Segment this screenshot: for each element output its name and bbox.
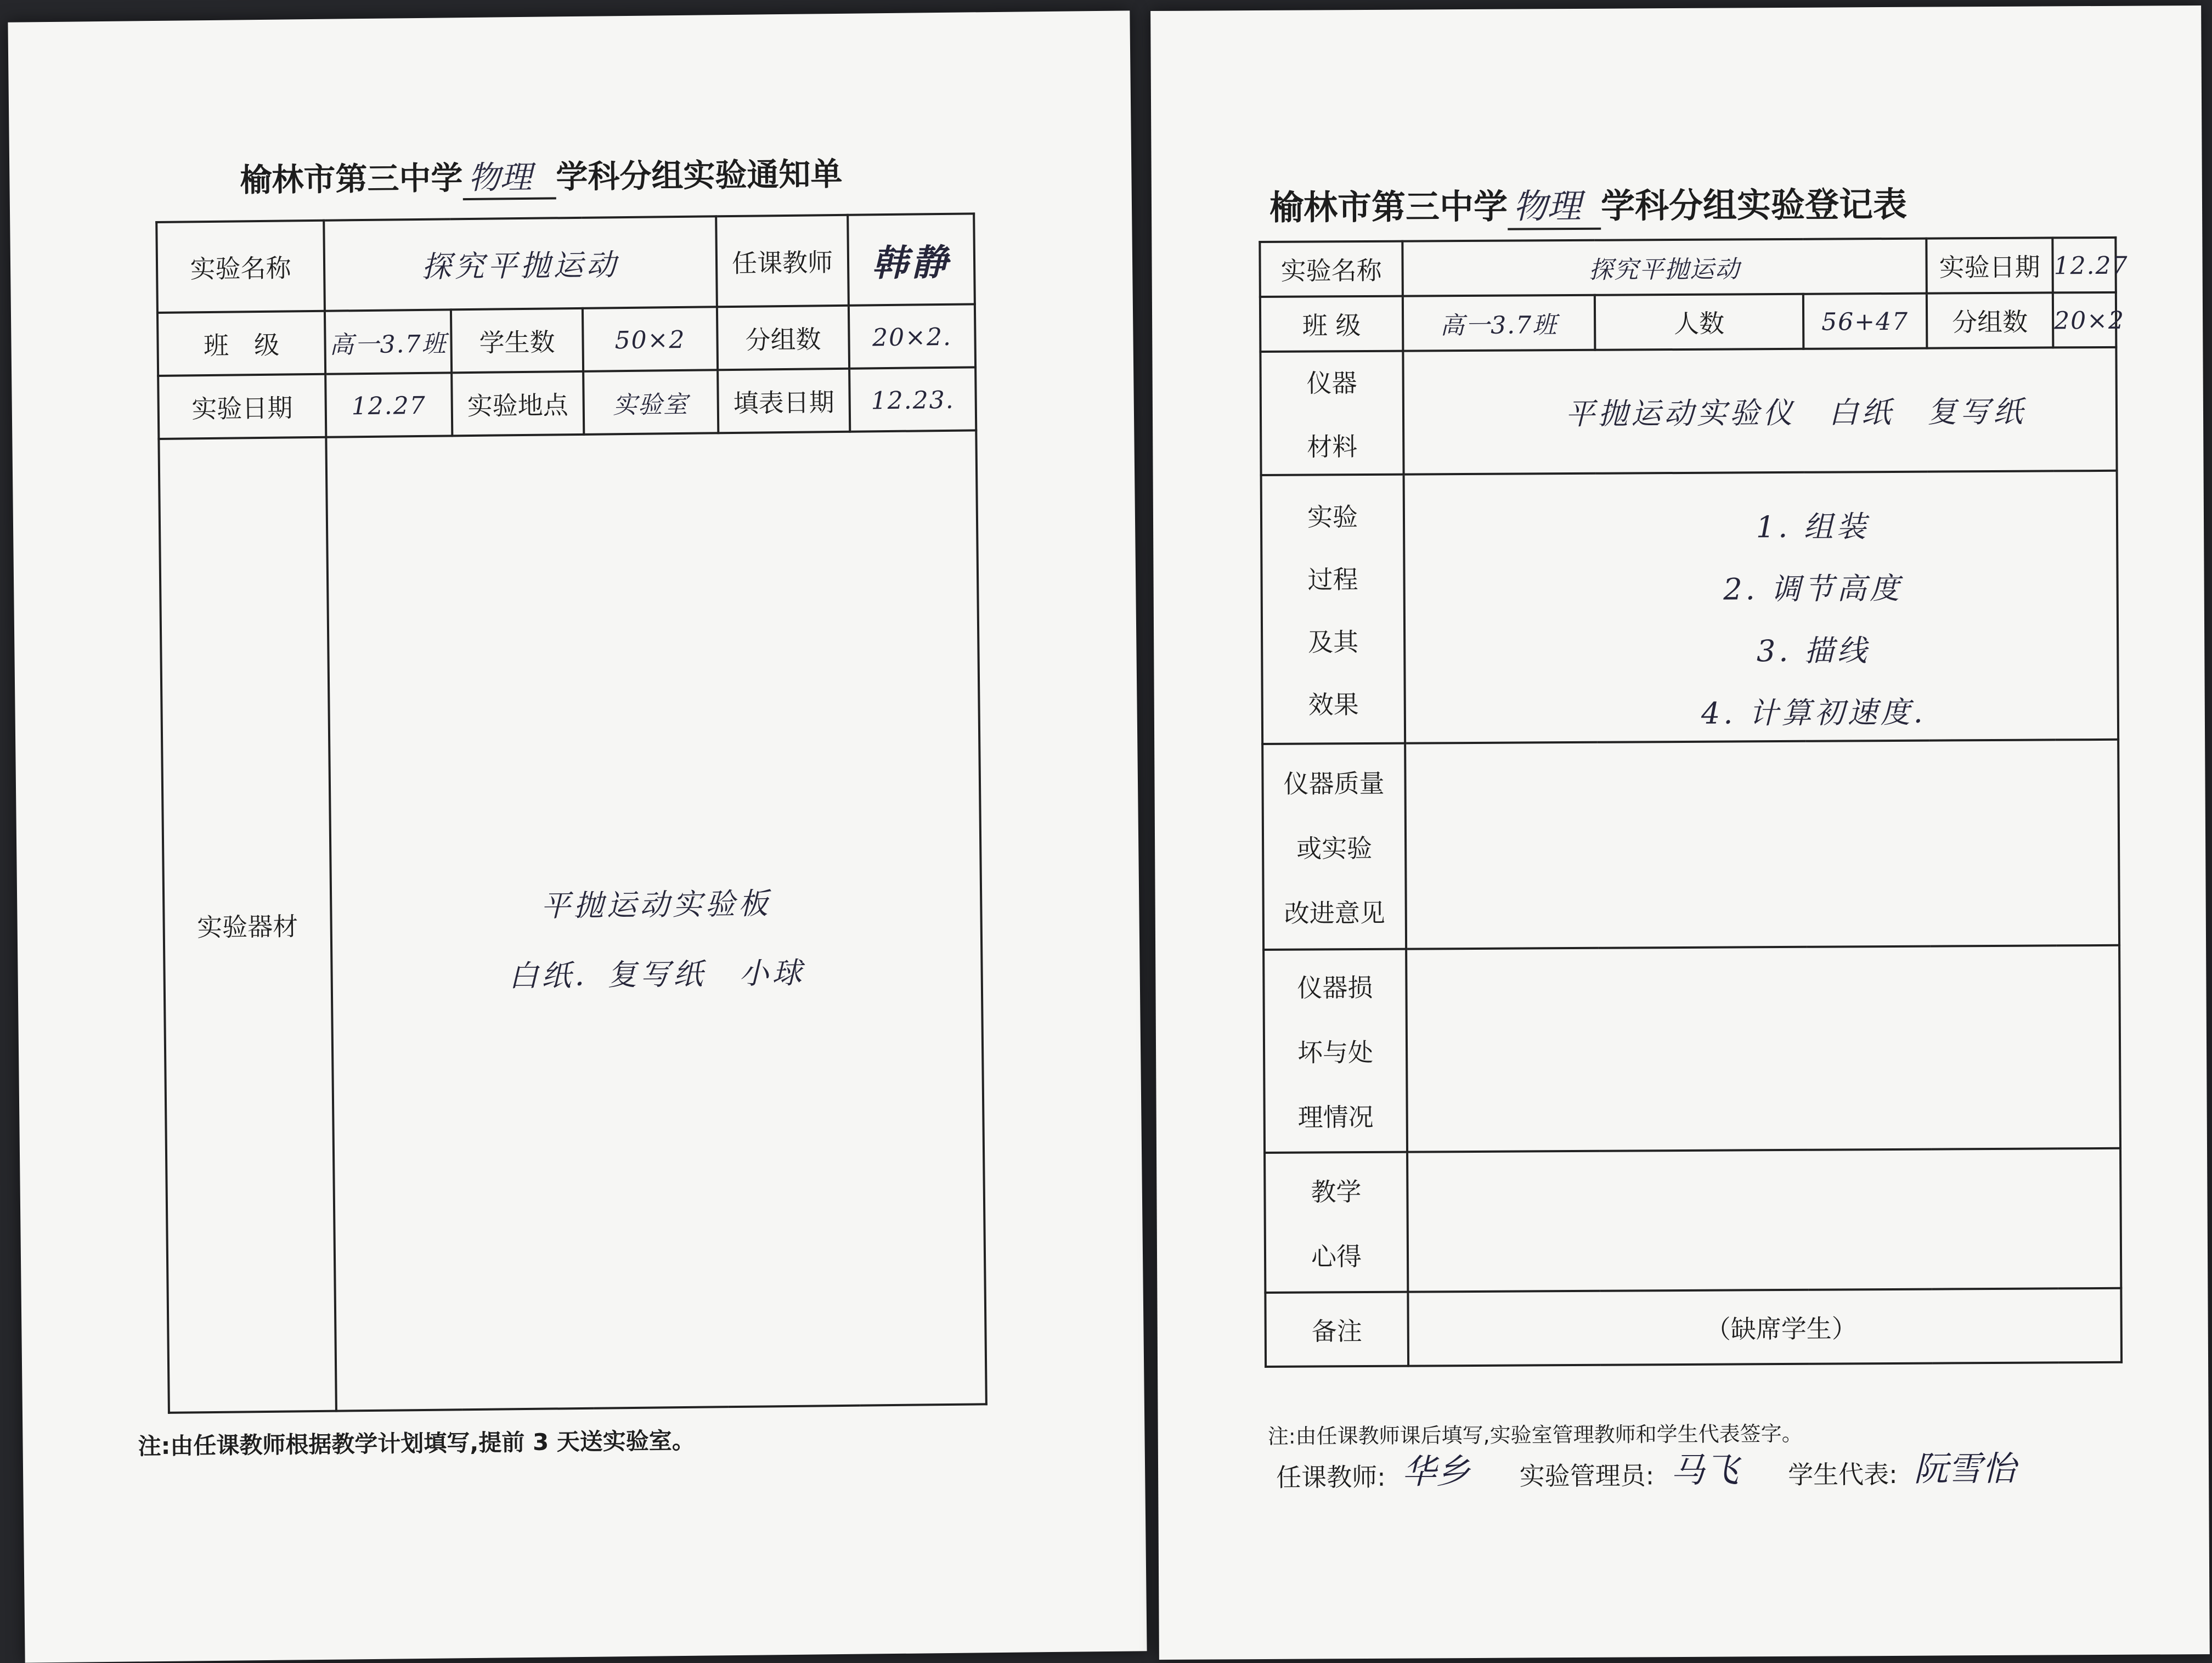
materials-value: [1403, 347, 2117, 475]
equipment-line: 平抛运动实验板: [540, 886, 772, 923]
admin-sign-label: 实验管理员:: [1519, 1461, 1655, 1491]
title-subject: 物理: [462, 151, 556, 200]
damage-value: [1406, 945, 2120, 1152]
class-label: 班 级: [1260, 296, 1403, 352]
date-value-text: 12.27: [351, 391, 427, 420]
students-label: 学生数: [451, 308, 583, 373]
title-school: 榆林市第三中学: [1269, 186, 1508, 228]
fill-date-label: 填表日期: [718, 369, 850, 433]
teaching-label: [1265, 1152, 1408, 1293]
students-value: [583, 307, 718, 371]
date-label: 实验日期: [158, 374, 326, 439]
class-value: [1403, 295, 1595, 351]
process-step: 3. 描线: [1756, 633, 1870, 669]
experiment-name-label: 实验名称: [1260, 241, 1403, 297]
remarks-value-text: （缺席学生）: [1705, 1313, 1857, 1344]
groups-value: [849, 304, 975, 368]
quality-label: [1262, 743, 1406, 950]
damage-label-line: 理情况: [1297, 1102, 1374, 1132]
groups-value-text: 20×2: [2054, 306, 2125, 335]
process-step: 2. 调节高度: [1723, 571, 1903, 607]
equipment-line: 白纸．复写纸 小球: [508, 955, 805, 993]
damage-label: [1263, 949, 1407, 1153]
materials-value-text: 平抛运动实验仪 白纸 复写纸: [1565, 394, 2027, 432]
notification-form-title: [240, 148, 843, 202]
title-form-name: 学科分组实验登记表: [1600, 184, 1908, 226]
notification-footnote: 注:由任课教师根据教学计划填写,提前 3 天送实验室。: [138, 1427, 696, 1460]
teacher-label: 任课教师: [716, 215, 849, 307]
quality-label-line: 或实验: [1296, 833, 1373, 864]
date-value: [2052, 238, 2129, 293]
title-form-name: 学科分组实验通知单: [556, 155, 843, 196]
teaching-label-line: 教学: [1311, 1176, 1362, 1207]
experiment-name-value: [1402, 239, 1927, 296]
groups-value-text: 20×2.: [872, 323, 952, 352]
process-label-line: 效果: [1308, 690, 1359, 720]
teacher-signature: [848, 213, 975, 305]
damage-label-line: 坏与处: [1297, 1037, 1374, 1068]
equipment-label: 实验器材: [159, 437, 336, 1413]
fill-date-value: [849, 367, 976, 431]
admin-signature: 马飞: [1670, 1450, 1739, 1491]
class-label: 班 级: [157, 311, 325, 376]
quality-value: [1405, 740, 2119, 949]
teaching-value: [1407, 1148, 2121, 1292]
people-value-text: 56+47: [1821, 307, 1909, 336]
class-value-text: 高一3.7班: [1440, 311, 1558, 340]
experiment-name-text: 探究平抛运动: [1588, 255, 1741, 284]
date-value-text: 12.27: [2053, 251, 2129, 280]
teacher-signature: 华乡: [1402, 1451, 1470, 1492]
process-step: 1. 组装: [1756, 509, 1870, 545]
people-label: 人数: [1595, 294, 1804, 350]
materials-label-line: 仪器: [1306, 368, 1357, 398]
groups-label: 分组数: [1927, 292, 2053, 348]
process-label: [1261, 475, 1406, 744]
process-label-line: 过程: [1307, 565, 1358, 595]
process-step: 4. 计算初速度.: [1701, 695, 1926, 731]
groups-value: [2053, 292, 2125, 348]
date-value: [325, 373, 452, 437]
teaching-label-line: 心得: [1311, 1241, 1362, 1272]
remarks-value: [1408, 1288, 2121, 1366]
location-label: 实验地点: [452, 371, 584, 436]
registration-form-title: [1269, 177, 1908, 232]
teacher-sign-label: 任课教师:: [1276, 1462, 1386, 1492]
equipment-value: [326, 430, 986, 1411]
remarks-label: 备注: [1265, 1292, 1408, 1367]
title-subject: 物理: [1508, 179, 1601, 230]
student-rep-signature: 阮雪怡: [1914, 1448, 2016, 1489]
process-label-line: 实验: [1307, 502, 1358, 532]
location-value-text: 实验室: [612, 390, 689, 419]
class-value: [325, 309, 452, 374]
process-label-line: 及其: [1308, 627, 1359, 657]
fill-date-value-text: 12.23.: [871, 386, 955, 415]
student-rep-label: 学生代表:: [1788, 1459, 1898, 1490]
date-label: 实验日期: [1926, 238, 2053, 293]
groups-label: 分组数: [717, 306, 849, 370]
teacher-signature-text: 韩静: [871, 240, 951, 285]
location-value: [583, 370, 718, 435]
damage-label-line: 仪器损: [1297, 972, 1373, 1003]
experiment-name-text: 探究平抛运动: [421, 247, 619, 284]
registration-footnote: 注:由任课教师课后填写,实验室管理教师和学生代表签字。: [1267, 1421, 1803, 1448]
process-steps: [1404, 471, 2119, 743]
materials-label: [1260, 351, 1403, 475]
quality-label-line: 仪器质量: [1283, 768, 1385, 799]
class-value-text: 高一3.7班: [329, 329, 447, 359]
experiment-name-value: [324, 216, 717, 311]
notification-table: [155, 212, 988, 1414]
registration-table: [1259, 236, 2129, 1368]
quality-label-line: 改进意见: [1284, 898, 1385, 928]
notification-form-sheet: [8, 10, 1147, 1662]
signature-row: [1276, 1441, 2049, 1493]
registration-form-sheet: [1150, 5, 2210, 1660]
people-value: [1803, 294, 1927, 349]
students-value-text: 50×2: [614, 325, 686, 354]
experiment-name-label: 实验名称: [156, 221, 325, 313]
title-school: 榆林市第三中学: [240, 159, 463, 199]
materials-label-line: 材料: [1307, 431, 1358, 462]
